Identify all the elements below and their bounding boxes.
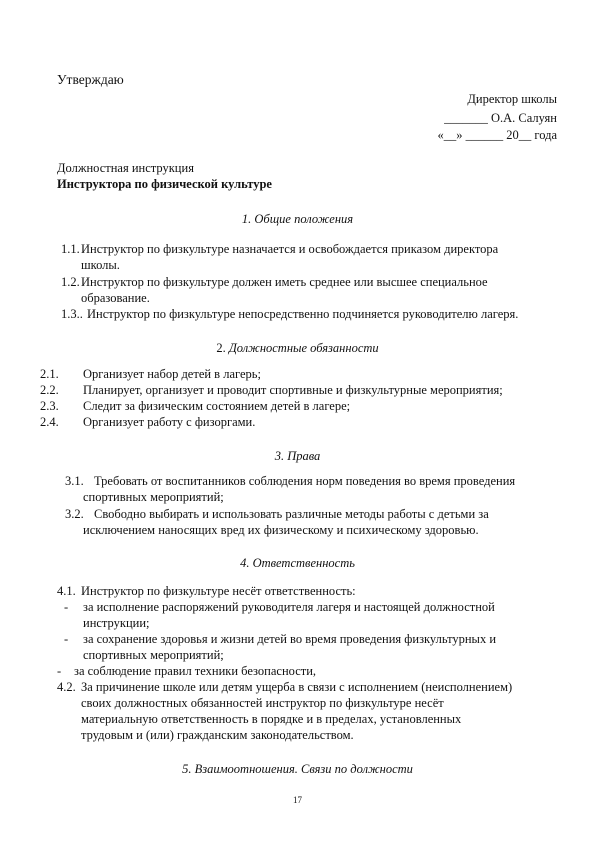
section-4-title: 4. Ответственность xyxy=(240,556,355,570)
item-1-1-line-1: Инструктор по физкультуре назначается и освобождается приказом директора xyxy=(81,242,499,256)
dash-1-symbol: - xyxy=(64,600,69,614)
item-3-2-line-2: исключением наносящих вред их физическому и психическому здоровью. xyxy=(83,523,479,537)
approval-date: «__» ______ 20__ года xyxy=(437,128,557,142)
item-4-2-line-4: трудовым и (или) гражданским законодательством. xyxy=(81,728,354,742)
section-2-title-text: Должностные обязанности xyxy=(228,341,379,355)
item-1-2-number: 1.2. xyxy=(61,275,80,289)
item-2-3-text: Следит за физическим состоянием детей в лагере; xyxy=(83,399,351,413)
director-title: Директор школы xyxy=(467,92,557,106)
item-4-2-line-1: За причинение школе или детям ущерба в связи с исполнением (неисполнением) xyxy=(81,680,513,694)
item-2-4-number: 2.4. xyxy=(40,415,59,429)
item-1-2-line-1: Инструктор по физкультуре должен иметь среднее или высшее специальное xyxy=(81,275,488,289)
item-1-1-number: 1.1. xyxy=(61,242,80,256)
item-1-1-line-2: школы. xyxy=(81,258,120,272)
item-1-3-number: 1.3.. xyxy=(61,307,83,321)
item-2-3-number: 2.3. xyxy=(40,399,59,413)
page-number: 17 xyxy=(293,795,302,805)
section-1-title: 1. Общие положения xyxy=(241,212,354,226)
item-2-4-text: Организует работу с физоргами. xyxy=(83,415,256,429)
approval-label: Утверждаю xyxy=(57,72,124,87)
dash-2-symbol: - xyxy=(64,632,69,646)
item-2-1-number: 2.1. xyxy=(40,367,59,381)
dash-1-line-2: инструкции; xyxy=(83,616,150,630)
item-4-2-line-2: своих должностных обязанностей инструктор по физкультуре несёт xyxy=(81,696,444,710)
item-4-2-number: 4.2. xyxy=(57,680,76,694)
item-2-1-text: Организует набор детей в лагерь; xyxy=(83,367,261,381)
document-type: Должностная инструкция xyxy=(57,161,194,175)
document-title: Инструктора по физической культуре xyxy=(57,177,272,191)
item-1-3-line-1: Инструктор по физкультуре непосредственно подчиняется руководителю лагеря. xyxy=(87,307,519,321)
dash-1-line-1: за исполнение распоряжений руководителя лагеря и настоящей должностной xyxy=(83,600,495,614)
director-signature: _______ О.А. Салуян xyxy=(444,111,557,125)
item-2-2-text: Планирует, организует и проводит спортивные и физкультурные мероприятия; xyxy=(83,383,503,397)
section-3-title: 3. Права xyxy=(274,449,321,463)
item-1-2-line-2: образование. xyxy=(81,291,150,305)
item-4-1-text: Инструктор по физкультуре несёт ответственность: xyxy=(81,584,356,598)
item-2-2-number: 2.2. xyxy=(40,383,59,397)
section-5-title: 5. Взаимоотношения. Связи по должности xyxy=(182,762,413,776)
dash-3-symbol: - xyxy=(57,664,62,678)
item-4-2-line-3: материальную ответственность в порядке и в пределах, установленных xyxy=(81,712,462,726)
item-3-1-number: 3.1. xyxy=(65,474,84,488)
item-3-1-line-2: спортивных мероприятий; xyxy=(83,490,224,504)
item-3-1-line-1: Требовать от воспитанников соблюдения норм поведения во время проведения xyxy=(94,474,516,488)
item-3-2-line-1: Свободно выбирать и использовать различные методы работы с детьми за xyxy=(94,507,489,521)
dash-2-line-2: спортивных мероприятий; xyxy=(83,648,224,662)
item-3-2-number: 3.2. xyxy=(65,507,84,521)
section-2-title xyxy=(0,341,595,356)
dash-3-text: за соблюдение правил техники безопасности, xyxy=(74,664,317,678)
section-2-title-number: 2. xyxy=(216,341,226,355)
item-4-1-number: 4.1. xyxy=(57,584,76,598)
dash-2-line-1: за сохранение здоровья и жизни детей во время проведения физкультурных и xyxy=(83,632,497,646)
